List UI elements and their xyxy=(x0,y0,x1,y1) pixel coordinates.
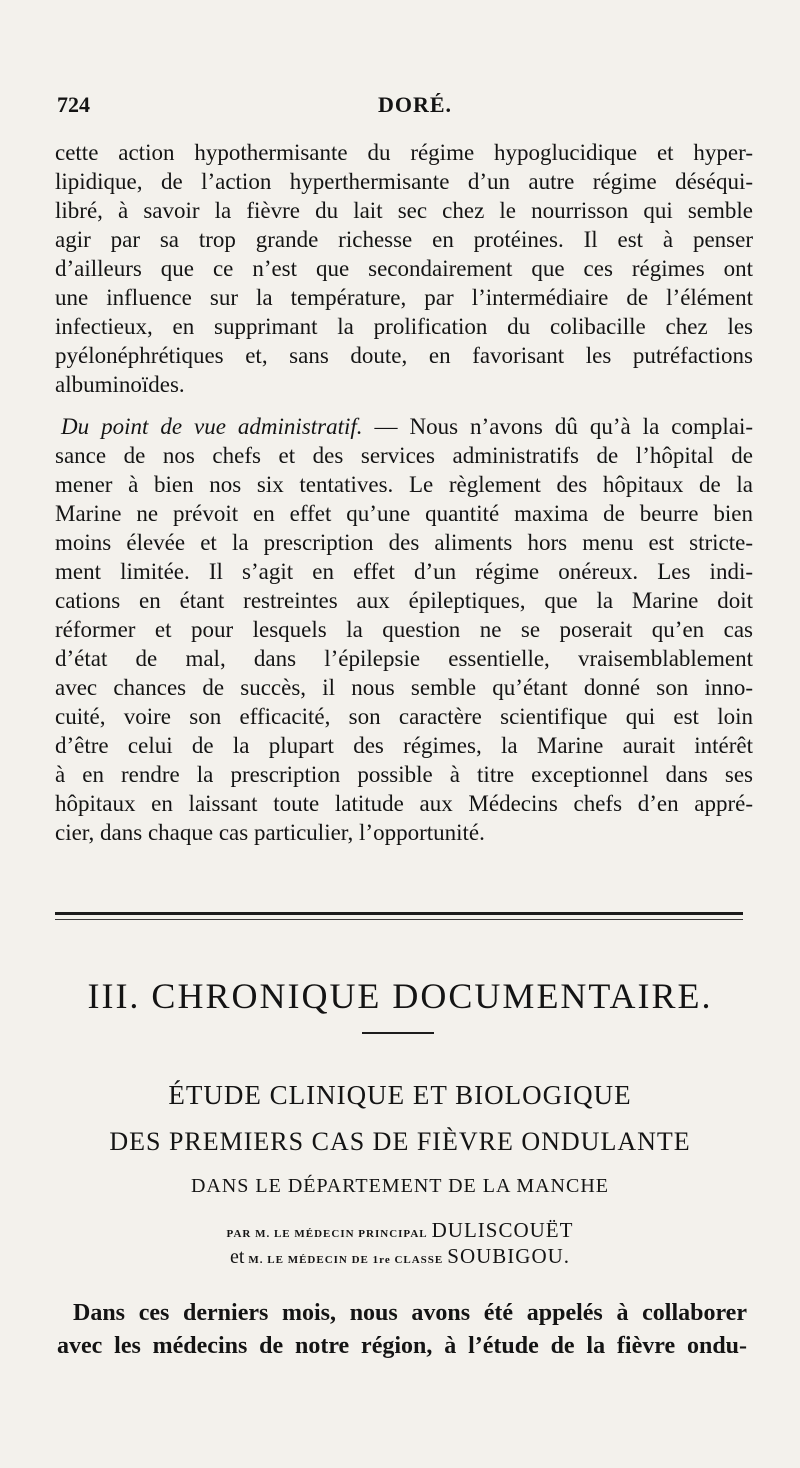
text-line: avec chances de succès, il nous semble qu’étant donné son inno- xyxy=(55,675,753,700)
text-line: cations en étant restreintes aux épileptiques, que la Marine doit xyxy=(55,588,753,613)
paragraph-2 xyxy=(55,412,753,847)
byline-author-2 xyxy=(0,1244,800,1269)
text-line: mener à bien nos six tentatives. Le règlement des hôpitaux de la xyxy=(55,472,753,497)
text-line: hôpitaux en laissant toute latitude aux Médecins chefs d’en appré- xyxy=(55,791,753,816)
text-line: libré, à savoir la fièvre du lait sec chez le nourrisson qui semble xyxy=(55,198,753,223)
text-line: réformer et pour lesquels la question ne se poserait qu’en cas xyxy=(55,617,753,642)
text-line-first xyxy=(55,412,753,441)
text-line: cier, dans chaque cas particulier, l’opportunité. xyxy=(55,820,485,845)
text-line: Marine ne prévoit en effet qu’une quantité maxima de beurre bien xyxy=(55,501,753,526)
byline-conjunction: et xyxy=(229,1246,245,1268)
byline-prefix: M. LE MÉDECIN DE 1re CLASSE xyxy=(248,1254,444,1266)
text-line: d’être celui de la plupart des régimes, la Marine aurait intérêt xyxy=(55,733,753,758)
running-head: DORÉ. xyxy=(377,92,453,117)
text-line: une influence sur la température, par l’intermédiaire de l’élément xyxy=(55,285,753,310)
text-line: lipidique, de l’action hyperthermisante d’un autre régime déséqui- xyxy=(55,169,753,194)
paragraph-1 xyxy=(55,138,753,399)
text-line: pyélonéphrétiques et, sans doute, en favorisant les putréfactions xyxy=(55,343,753,368)
section-title: III. CHRONIQUE DOCUMENTAIRE. xyxy=(87,976,713,1016)
text-line: cette action hypothermisante du régime hypoglucidique et hyper- xyxy=(55,140,753,165)
text-line: Dans ces derniers mois, nous avons été appelés à collaborer xyxy=(73,1300,747,1326)
text-line: infectieux, en supprimant la prolification du colibacille chez les xyxy=(55,314,753,339)
paragraph-lead-rest: — Nous n’avons dû qu’à la complai- xyxy=(362,414,753,439)
section-divider-thick xyxy=(55,912,743,915)
text-line: albuminoïdes. xyxy=(55,372,185,397)
byline-author-1 xyxy=(0,1218,800,1243)
page-header xyxy=(55,92,745,122)
text-line: avec les médecins de notre région, à l’étude de la fièvre ondu- xyxy=(57,1333,747,1359)
paragraph-lead-italic: Du point de vue administratif. xyxy=(61,414,363,439)
title-divider xyxy=(362,1032,434,1034)
byline-prefix: PAR M. LE MÉDECIN PRINCIPAL xyxy=(226,1228,428,1240)
text-line: agir par sa trop grande richesse en protéines. Il est à penser xyxy=(55,227,753,252)
text-line: moins élevée et la prescription des aliments hors menu est stricte- xyxy=(55,530,753,555)
author-name: SOUBIGOU. xyxy=(447,1244,571,1268)
text-line: d’ailleurs que ce n’est que secondairement que ces régimes ont xyxy=(55,256,753,281)
text-line: d’état de mal, dans l’épilepsie essentielle, vraisemblablement xyxy=(55,646,753,671)
text-line: sance de nos chefs et des services administratifs de l’hôpital de xyxy=(55,443,753,468)
article-title-line-1: ÉTUDE CLINIQUE ET BIOLOGIQUE xyxy=(168,1080,632,1110)
text-line: cuité, voire son efficacité, son caractère scientifique qui est loin xyxy=(55,704,753,729)
text-line: à en rendre la prescription possible à titre exceptionnel dans ses xyxy=(55,762,753,787)
text-line: ment limitée. Il s’agit en effet d’un régime onéreux. Les indi- xyxy=(55,559,753,584)
section-divider-thin xyxy=(55,919,743,920)
article-title-line-3: DANS LE DÉPARTEMENT DE LA MANCHE xyxy=(190,1175,610,1197)
paragraph-3 xyxy=(57,1297,747,1363)
author-name: DULISCOUËT xyxy=(431,1218,574,1242)
page-number: 724 xyxy=(57,92,90,117)
article-title-line-2: DES PREMIERS CAS DE FIÈVRE ONDULANTE xyxy=(109,1127,691,1156)
